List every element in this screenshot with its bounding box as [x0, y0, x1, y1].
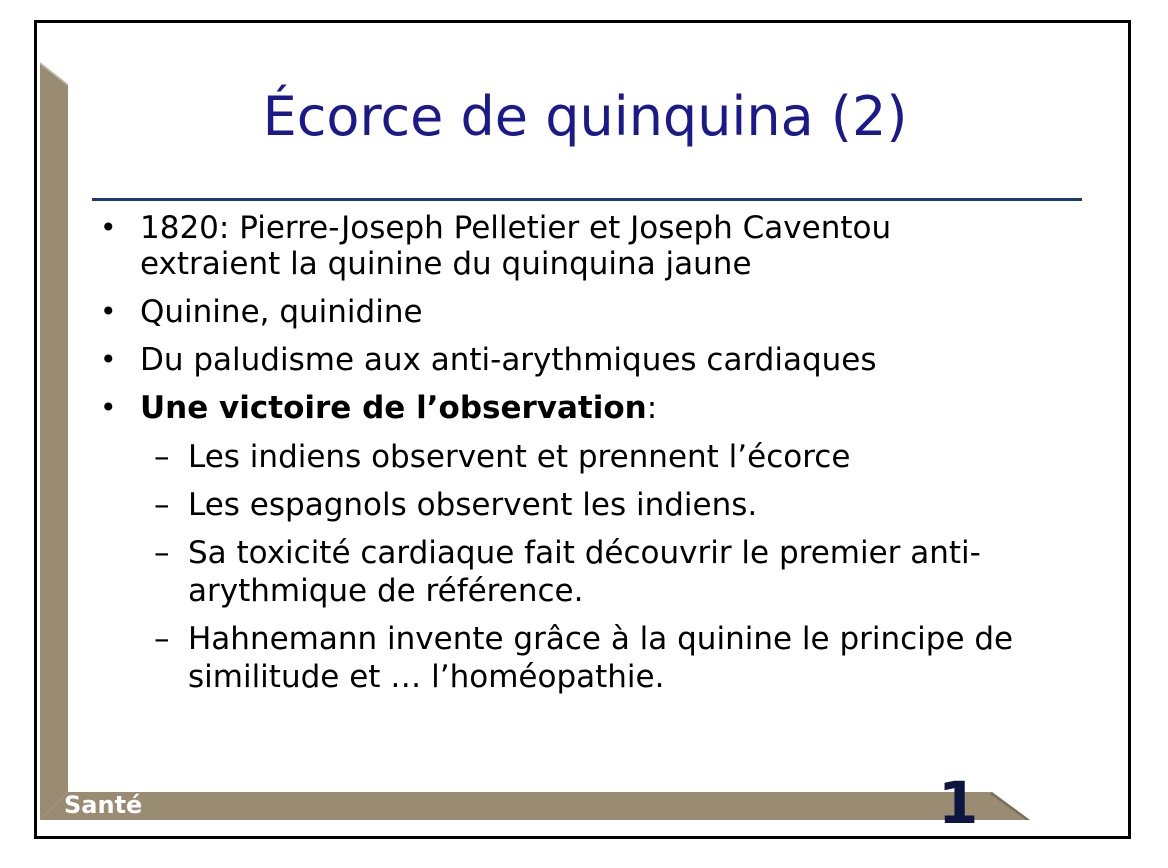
- sub-bullet-text: Les espagnols observent les indiens.: [188, 487, 758, 523]
- sub-bullet-dash: –: [154, 621, 170, 657]
- page-number: 1: [938, 769, 979, 837]
- bullet-text: Quinine, quinidine: [140, 294, 423, 330]
- bullet-text: 1820: Pierre-Joseph Pelletier et Joseph Caventou extraient la quinine du quinquina jaune: [140, 210, 892, 282]
- sub-bullet-item: [92, 620, 1082, 696]
- sub-bullet-text: Les indiens observent et prennent l’écorce: [188, 439, 851, 475]
- bullet-bold-text: Une victoire de l’observation: [140, 390, 647, 426]
- slide-title: Écorce de quinquina (2): [262, 85, 908, 148]
- sub-bullet-item: [92, 438, 1082, 476]
- sub-bullet-item: [92, 486, 1082, 524]
- bullet-item: [92, 210, 1082, 282]
- footer-label: Santé: [64, 791, 143, 819]
- bullet-text: Du paludisme aux anti-arythmiques cardiaques: [140, 342, 877, 378]
- sub-bullet-text: Sa toxicité cardiaque fait découvrir le premier anti-arythmique de référence.: [188, 535, 981, 609]
- bullet-dot: •: [100, 295, 117, 328]
- left-decor-bar: [40, 62, 68, 820]
- bullet-text: [140, 390, 657, 426]
- slide-content: [92, 210, 1082, 706]
- bullet-item: [92, 294, 1082, 330]
- bullet-item: [92, 342, 1082, 378]
- bullet-dot: •: [100, 343, 117, 376]
- title-underline: [92, 198, 1082, 201]
- bullet-dot: •: [100, 391, 117, 424]
- bullet-item: [92, 390, 1082, 426]
- bullet-dot: •: [100, 211, 117, 244]
- sub-bullet-item: [92, 534, 1082, 610]
- sub-bullet-dash: –: [154, 439, 170, 475]
- sub-bullet-dash: –: [154, 487, 170, 523]
- sub-bullet-dash: –: [154, 535, 170, 571]
- bullet-suffix: :: [646, 390, 658, 426]
- bottom-decor-bar: [40, 792, 1030, 820]
- sub-bullet-text: Hahnemann invente grâce à la quinine le principe de similitude et … l’homéopathie.: [188, 621, 1014, 695]
